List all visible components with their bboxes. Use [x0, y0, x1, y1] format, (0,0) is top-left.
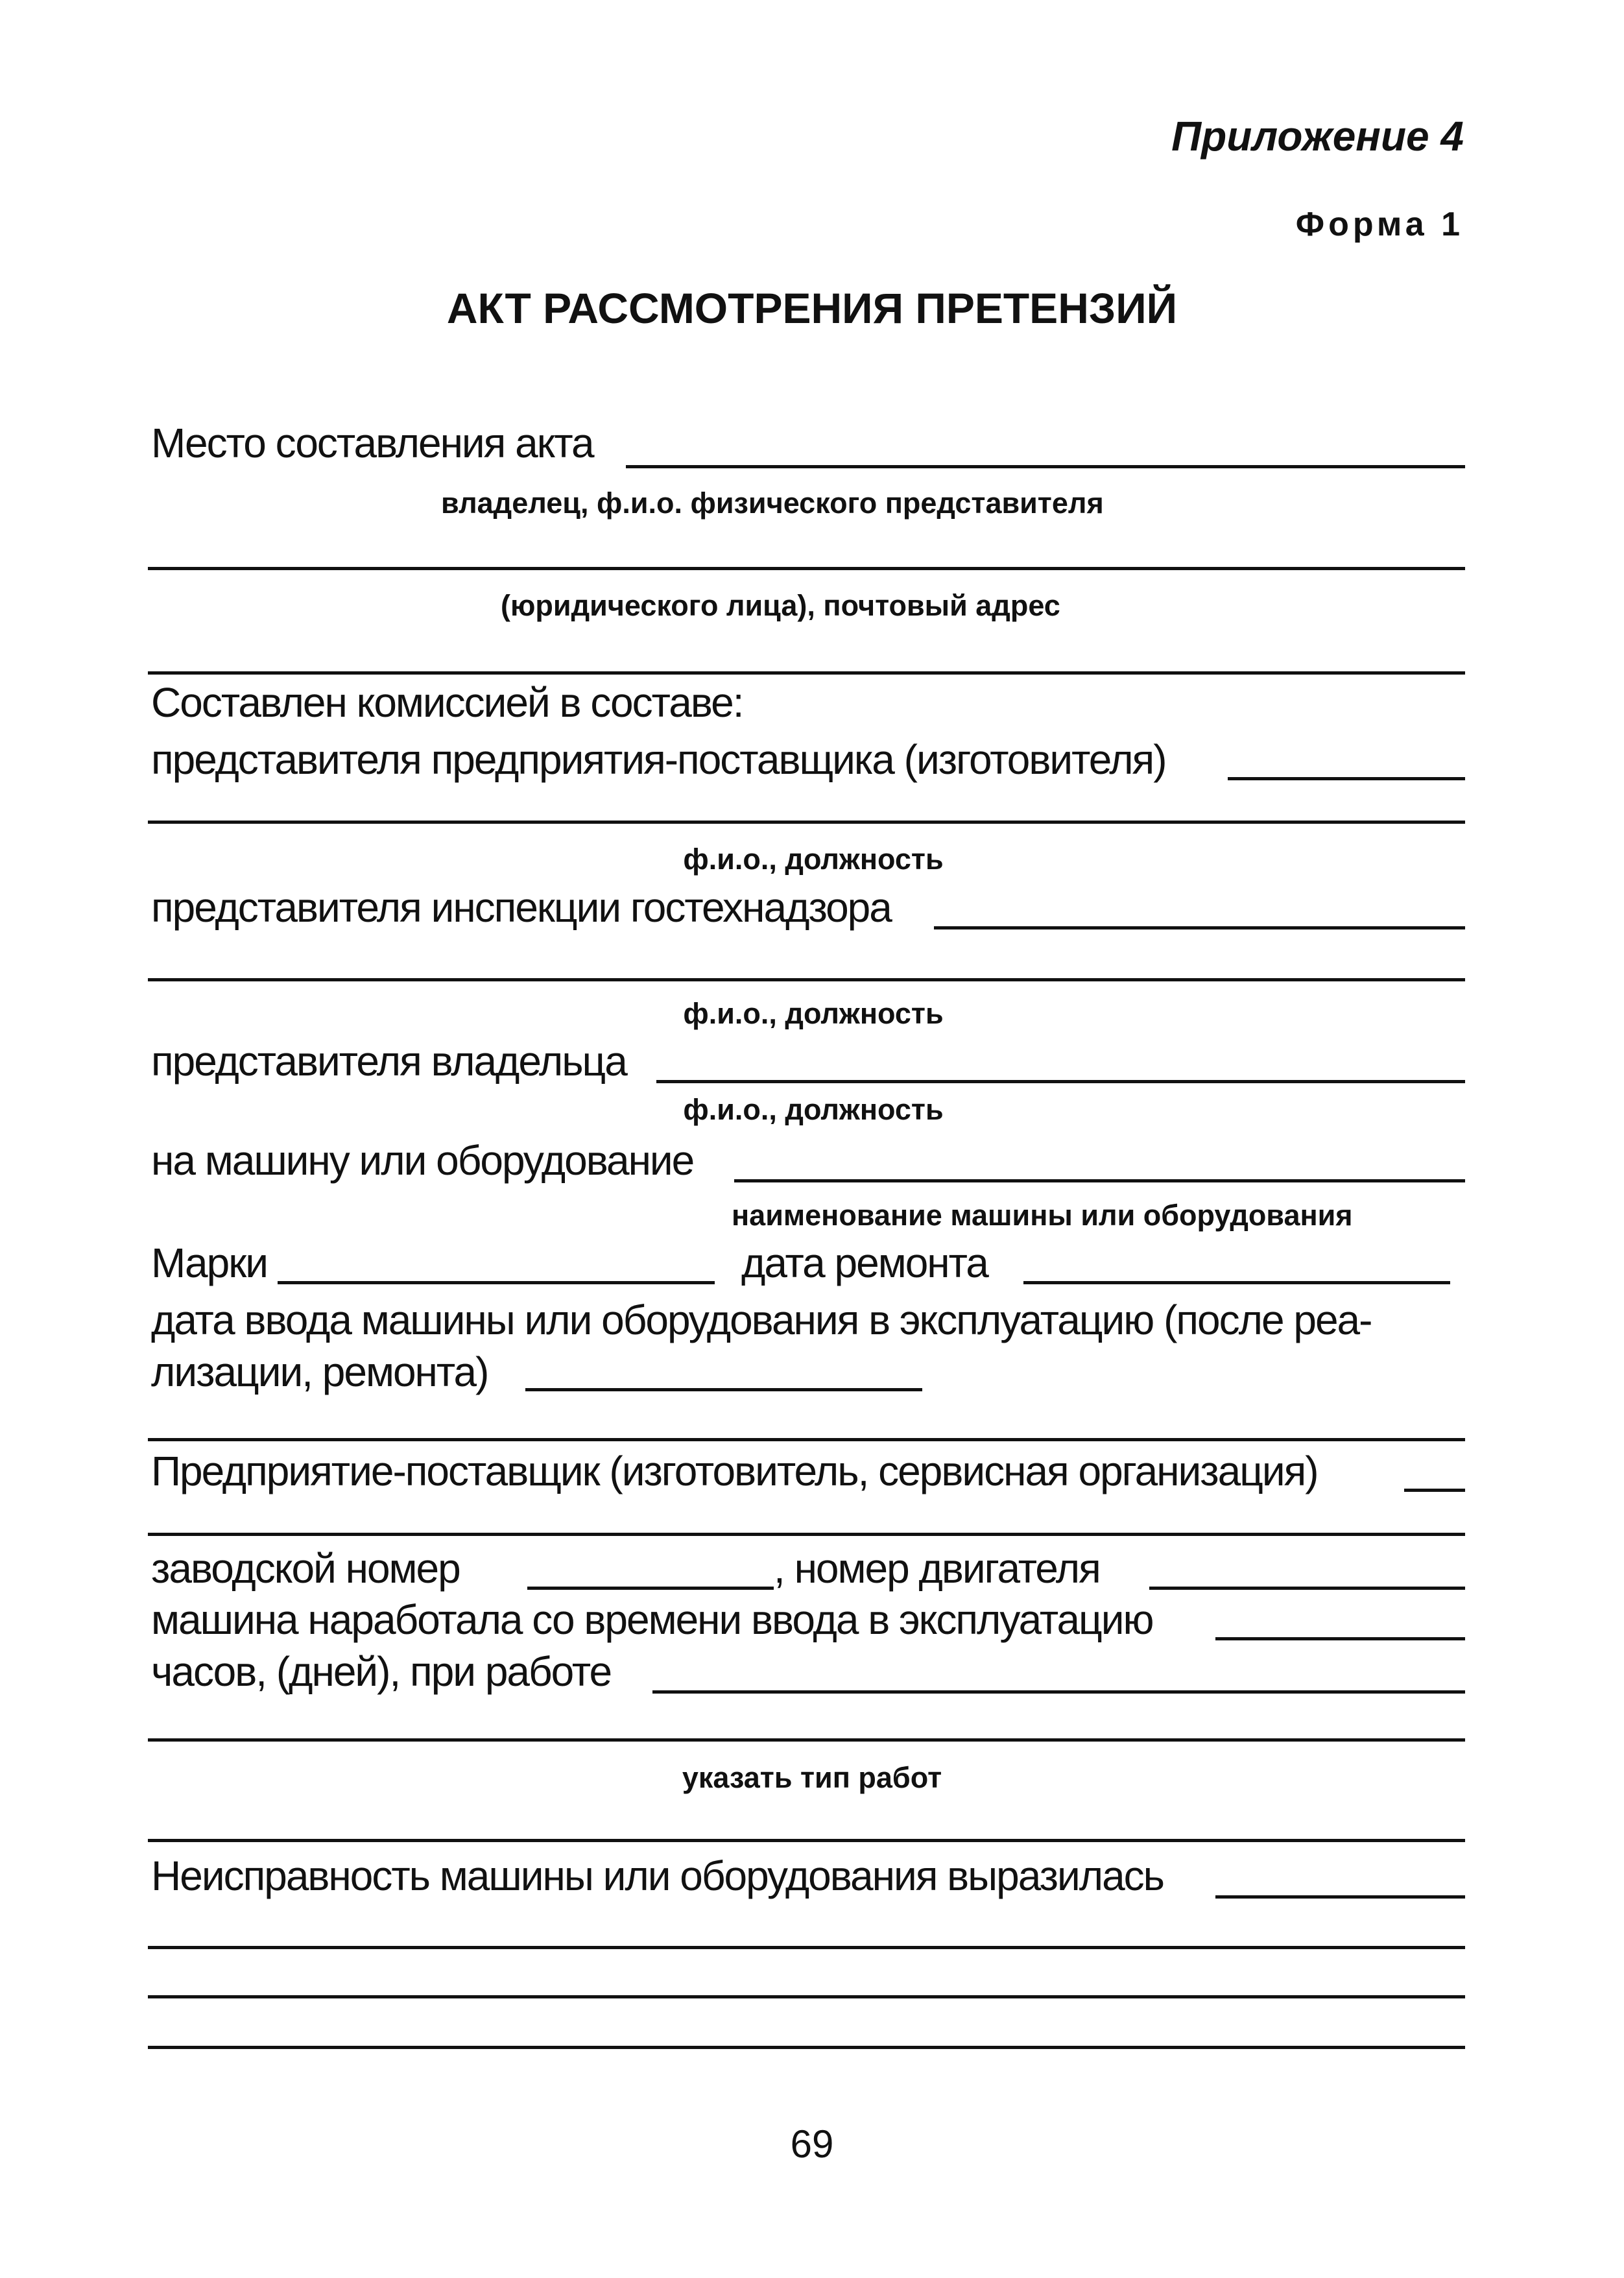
inspection-rep-field-2[interactable] [148, 978, 1465, 981]
place-label: Место составления акта [151, 420, 593, 466]
commissioning-field-2[interactable] [148, 1438, 1465, 1441]
work-type-field[interactable] [148, 1839, 1465, 1842]
malfunction-field-2[interactable] [148, 1946, 1465, 1949]
page-number: 69 [790, 2122, 834, 2166]
inspection-rep-label: представителя инспекции гостехнадзора [151, 884, 891, 931]
serial-field[interactable] [527, 1587, 774, 1590]
fio-position-caption-3: ф.и.о., должность [683, 1093, 944, 1126]
supplier-org-label: Предприятие-поставщик (изготовитель, сервисная организация) [151, 1448, 1318, 1494]
supplier-org-field[interactable] [1404, 1489, 1465, 1492]
place-field[interactable] [626, 465, 1465, 468]
supplier-rep-field-2[interactable] [148, 821, 1465, 824]
hours-label: часов, (дней), при работе [151, 1648, 612, 1695]
hours-field-2[interactable] [148, 1738, 1465, 1742]
worked-field[interactable] [1215, 1637, 1465, 1640]
owner-field[interactable] [148, 567, 1465, 570]
supplier-org-field-2[interactable] [148, 1533, 1465, 1536]
appendix-label: Приложение 4 [1171, 113, 1464, 160]
owner-caption: владелец, ф.и.о. физического представителя [441, 486, 1104, 520]
malfunction-field-3[interactable] [148, 1995, 1465, 1998]
commissioning-line2: лизации, ремонта) [151, 1349, 488, 1395]
malfunction-label: Неисправность машины или оборудования выразилась [151, 1852, 1164, 1899]
serial-label: заводской номер [151, 1545, 460, 1592]
address-field[interactable] [148, 671, 1465, 675]
supplier-rep-label: представителя предприятия-поставщика (изготовителя) [151, 736, 1166, 783]
page-title: АКТ РАССМОТРЕНИЯ ПРЕТЕНЗИЙ [446, 284, 1178, 332]
owner-rep-field[interactable] [656, 1080, 1465, 1083]
supplier-rep-field[interactable] [1228, 777, 1465, 780]
commissioning-line1: дата ввода машины или оборудования в эксплуатацию (после реа- [151, 1297, 1372, 1343]
engine-label: , номер двигателя [774, 1545, 1100, 1592]
worked-label: машина наработала со времени ввода в эксплуатацию [151, 1596, 1153, 1643]
inspection-rep-field[interactable] [934, 926, 1465, 929]
repair-date-field[interactable] [1023, 1281, 1450, 1284]
form-number: Форма 1 [1295, 206, 1464, 243]
commissioning-date-field[interactable] [525, 1388, 922, 1391]
malfunction-field[interactable] [1215, 1895, 1465, 1899]
machine-field[interactable] [734, 1179, 1465, 1182]
repair-date-label: дата ремонта [741, 1240, 988, 1286]
brand-label: Марки [151, 1240, 267, 1286]
machine-caption: наименование машины или оборудования [732, 1199, 1353, 1232]
owner-rep-label: представителя владельца [151, 1038, 627, 1085]
work-type-caption: указать тип работ [682, 1761, 942, 1794]
malfunction-field-4[interactable] [148, 2046, 1465, 2049]
commission-label: Составлен комиссией в составе: [151, 679, 743, 726]
legal-caption: (юридического лица), почтовый адрес [501, 589, 1060, 622]
engine-field[interactable] [1149, 1587, 1465, 1590]
machine-label: на машину или оборудование [151, 1137, 694, 1184]
fio-position-caption-2: ф.и.о., должность [683, 997, 944, 1030]
fio-position-caption-1: ф.и.о., должность [683, 843, 944, 876]
hours-field[interactable] [652, 1690, 1465, 1694]
brand-field[interactable] [278, 1281, 715, 1284]
